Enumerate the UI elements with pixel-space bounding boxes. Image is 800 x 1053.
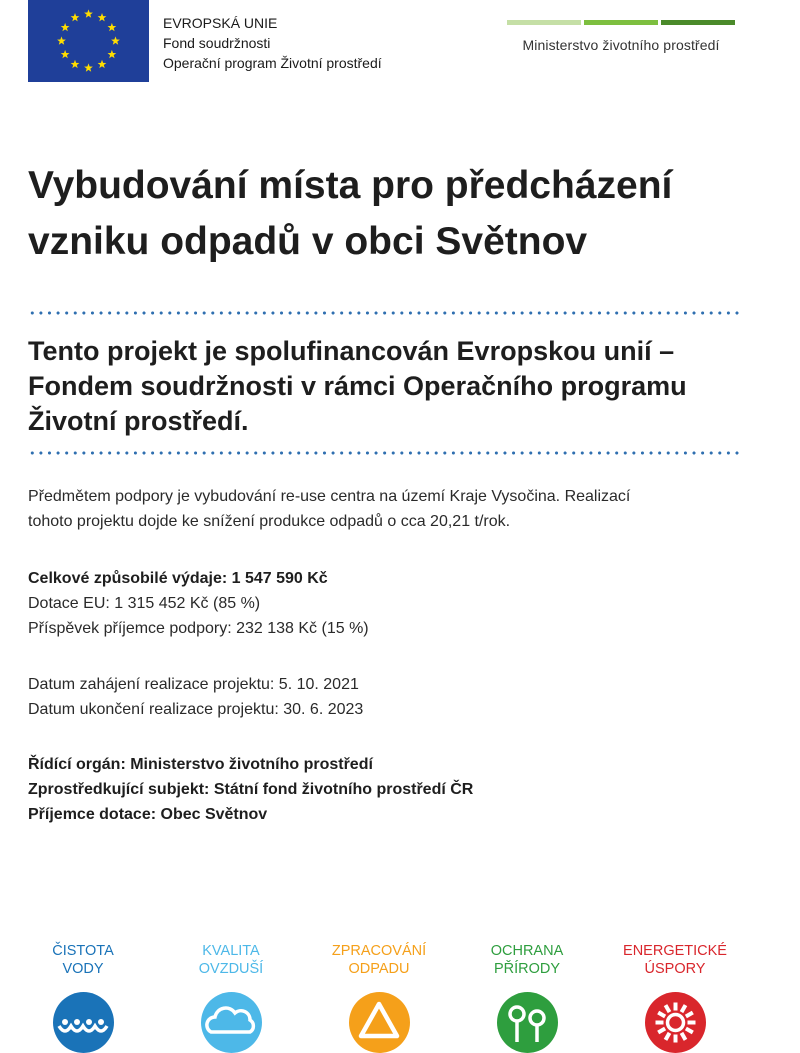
icon-label: ČISTOTA VODY [52, 943, 114, 977]
icon-energy-savings [620, 942, 730, 982]
eu-star [84, 9, 93, 17]
sun-ray [686, 1013, 693, 1017]
end-date: Datum ukončení realizace projektu: 30. 6. 2023 [28, 701, 364, 718]
eu-star [98, 60, 107, 68]
page-title [28, 158, 768, 270]
ministry-bar-1 [507, 20, 581, 25]
eu-star [57, 36, 66, 44]
eu-line-3: Operační program Životní prostředí [163, 55, 382, 71]
sun-ray [666, 1005, 670, 1012]
priority-axes-icons [28, 942, 768, 1051]
eu-star [61, 23, 70, 31]
managing-authority: Řídící orgán: Ministerstvo životního prostředí [28, 756, 373, 773]
funding-line-1: Tento projekt je spolufinancován Evropskou unií – [28, 336, 675, 366]
icon-label: ZPRACOVÁNÍ ODPADU [331, 943, 427, 977]
finance-block [28, 566, 773, 641]
dates-block [28, 672, 773, 722]
eu-star [98, 13, 107, 21]
eu-star [108, 23, 117, 31]
bodies-block [28, 752, 773, 827]
funding-line-2: Fondem soudržnosti v rámci Operačního programu [28, 371, 687, 401]
dotted-divider-top [28, 311, 740, 315]
recipient-contribution: Příspěvek příjemce podpory: 232 138 Kč (15 %) [28, 620, 369, 637]
eu-line-1: EVROPSKÁ UNIE [163, 15, 278, 31]
eu-star [61, 50, 70, 58]
funding-line-3: Životní prostředí. [28, 406, 249, 436]
sun-ray [682, 1033, 686, 1040]
eu-line-2: Fond soudržnosti [163, 35, 271, 51]
icon-label: OCHRANA PŘÍRODY [490, 943, 564, 977]
icon-air-quality [176, 942, 286, 982]
project-description [28, 484, 773, 534]
eu-star [84, 63, 93, 71]
icon-label: KVALITA OVZDUŠÍ [198, 943, 264, 977]
water-drops-icon [53, 992, 114, 1053]
eu-star [111, 36, 120, 44]
grant-recipient: Příjemce dotace: Obec Světnov [28, 806, 268, 823]
sun-ray [686, 1029, 693, 1033]
cloud-icon [201, 992, 262, 1053]
description-line-2: tohoto projektu dojde ke snížení produkce odpadů o cca 20,21 t/rok. [28, 513, 511, 530]
recycle-triangle-icon [349, 992, 410, 1053]
total-costs: Celkové způsobilé výdaje: 1 547 590 Kč [28, 570, 328, 587]
eu-flag-logo [28, 0, 149, 82]
ministry-logo [507, 20, 735, 53]
intermediate-body: Zprostředkující subjekt: Státní fond životního prostředí ČR [28, 781, 474, 798]
icon-nature-protection [472, 942, 582, 982]
tree-icon [497, 992, 558, 1053]
ministry-bar-3 [661, 20, 735, 25]
start-date: Datum zahájení realizace projektu: 5. 10. 2021 [28, 676, 359, 693]
ministry-bar-2 [584, 20, 658, 25]
eu-program-text [163, 13, 382, 73]
icon-label: ENERGETICKÉ ÚSPORY [623, 943, 727, 977]
title-line-2: vzniku odpadů v obci Světnov [28, 220, 588, 263]
title-line-1: Vybudování místa pro předcházení [28, 164, 673, 207]
icon-waste-processing [324, 942, 434, 982]
ministry-name: Ministerstvo životního prostředí [522, 37, 720, 53]
eu-star [108, 50, 117, 58]
dotted-divider-bottom [28, 451, 740, 455]
sun-ray [666, 1033, 670, 1040]
sun-ray [682, 1005, 686, 1012]
icon-water-quality [28, 942, 138, 982]
sun-ray [658, 1029, 665, 1033]
sun-icon [645, 992, 706, 1053]
eu-stars-icon [28, 0, 149, 82]
ministry-color-bars [507, 20, 735, 25]
funding-statement [28, 334, 773, 439]
eu-star [71, 13, 80, 21]
eu-subsidy: Dotace EU: 1 315 452 Kč (85 %) [28, 595, 261, 612]
sun-ray [658, 1013, 665, 1017]
description-line-1: Předmětem podpory je vybudování re-use centra na území Kraje Vysočina. Realizací [28, 488, 631, 505]
eu-star [71, 60, 80, 68]
